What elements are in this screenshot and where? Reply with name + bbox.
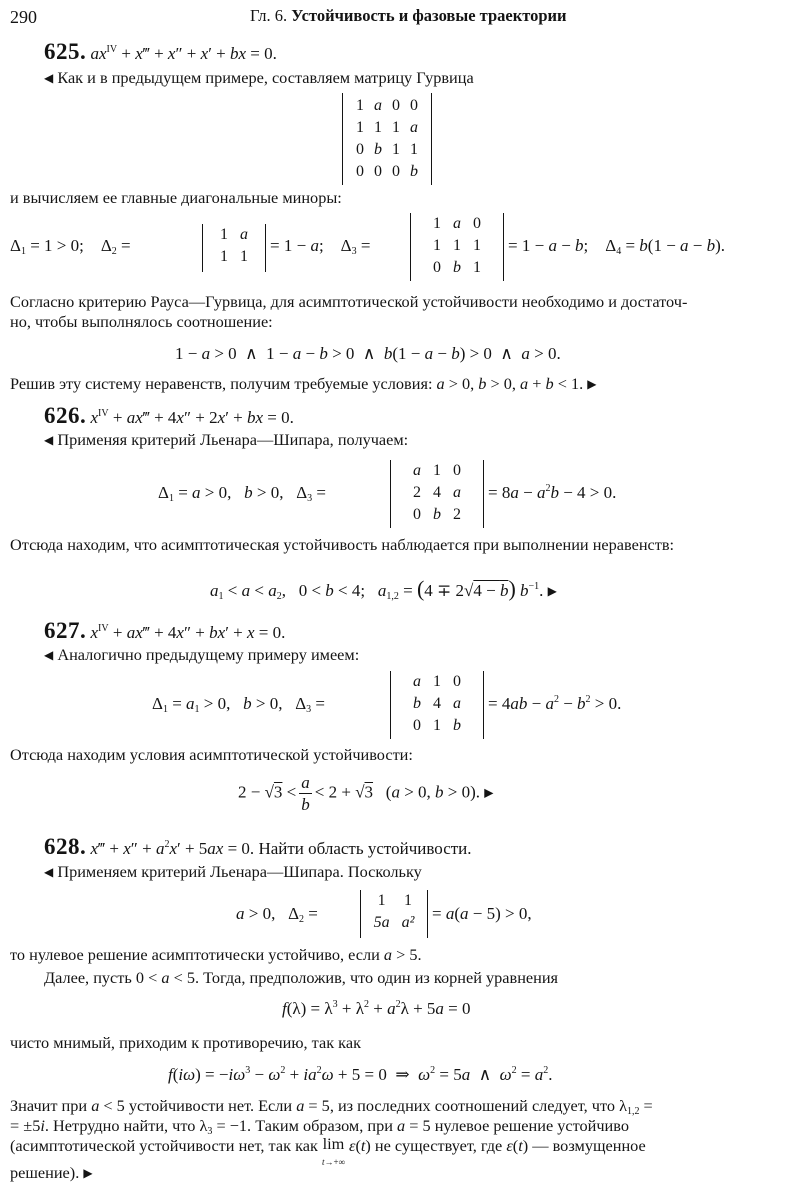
problem-628-minors: a > 0, $\Delta_2$ =	[236, 904, 318, 925]
determinant-delta3	[390, 460, 484, 528]
matrix-cell: 0	[356, 141, 364, 158]
problem-628-delta2-value: = a(a − 5) > 0,	[432, 904, 532, 923]
matrix-cell: 1	[240, 248, 248, 265]
inequality-system: 1 − a > 0 ∧ 1 − a − b > 0 ∧ b(1 − a − b) > 0 ∧ a > 0.	[175, 344, 561, 363]
determinant-delta2	[360, 890, 428, 938]
matrix-row	[351, 117, 423, 139]
matrix-cell: 0	[392, 97, 400, 114]
problem-628-statement: 628. x‴ + $x'' + a^2x' + 5ax = 0$. Найти область устойчивости.	[44, 834, 472, 859]
matrix-cell: 2	[413, 484, 421, 501]
matrix-row	[407, 671, 467, 693]
problem-628-line1: то нулевое решение асимптотически устойчиво, если a > 5.	[10, 945, 422, 964]
problem-627-intro: ◀ Аналогично предыдущему примеру имеем:	[44, 645, 360, 664]
matrix-cell: 1	[220, 248, 228, 265]
characteristic-equation: $f(\lambda) = \lambda^3 + \lambda^2 + a^2\lambda + 5a = 0$	[282, 999, 471, 1018]
matrix-cell: a	[453, 484, 461, 501]
chapter-label: Гл. 6.	[250, 6, 288, 25]
matrix-row	[427, 213, 487, 235]
matrix-cell: a	[413, 462, 421, 479]
matrix-cell: b	[453, 259, 461, 276]
criterion-line-1: Согласно критерию Рауса—Гурвица, для асимптотической устойчивости необходимо и достаточ-	[10, 292, 688, 311]
matrix-cell: 1	[410, 141, 418, 158]
matrix-cell: a	[374, 97, 382, 114]
matrix-cell: 0	[413, 506, 421, 523]
matrix-cell: a	[413, 673, 421, 690]
matrix-row	[427, 257, 487, 279]
matrix-cell: 1	[356, 119, 364, 136]
problem-626-delta3-value: = $8a - a^2b - 4 > 0$.	[488, 483, 617, 502]
problem-number: 628.	[44, 834, 87, 859]
matrix-cell: a	[453, 215, 461, 232]
triangle-right-icon: ▶	[587, 377, 597, 391]
problem-626-minors: $\Delta_1 = a > 0$, b > 0, $\Delta_3$ =	[158, 483, 326, 504]
problem-628-line2: Далее, пусть 0 < a < 5. Тогда, предположив, что один из корней уравнения	[44, 968, 559, 987]
matrix-cell: 1	[433, 215, 441, 232]
matrix-row	[368, 912, 421, 934]
matrix-row	[407, 715, 467, 737]
determinant-delta3	[390, 671, 484, 739]
minors-text: и вычисляем ее главные диагональные миноры:	[10, 188, 342, 207]
problem-627-statement: 627. $x^{IV}$ + ax‴ + 4x″ + bx′ + x = 0.	[44, 618, 286, 643]
matrix-row	[407, 693, 467, 715]
matrix-cell: a	[240, 226, 248, 243]
matrix-cell: b	[433, 506, 441, 523]
matrix-cell: 0	[473, 215, 481, 232]
problem-626-statement: 626. $x^{IV}$ + ax‴ + 4x″ + 2x′ + bx = 0.	[44, 403, 294, 428]
matrix-cell: 4	[433, 484, 441, 501]
problem-625-intro	[44, 68, 474, 88]
problem-625-statement: 625. $ax^{IV}$ + x‴ + x″ + x′ + bx = 0.	[44, 39, 277, 64]
matrix-row	[351, 95, 423, 117]
triangle-right-icon: ▶	[547, 584, 557, 598]
problem-625-conclusion: Решив эту систему неравенств, получим требуемые условия: a > 0, b > 0, a + b < 1. ▶	[10, 374, 597, 393]
problem-626-text: Отсюда находим, что асимптотическая устойчивость наблюдается при выполнении неравенств:	[10, 535, 675, 554]
matrix-cell: 0	[374, 163, 382, 180]
minor-delta2-value: = 1 − a; $\Delta_3$ =	[270, 236, 371, 257]
final-line-3: (асимптотической устойчивости нет, так как lim t→+∞ ε(t) не существует, где ε(t) — возмущенное	[10, 1134, 646, 1168]
matrix-cell: a²	[401, 914, 415, 931]
matrix-row	[407, 504, 467, 526]
matrix-cell: 0	[433, 259, 441, 276]
running-header	[250, 6, 567, 27]
matrix-row	[427, 235, 487, 257]
matrix-cell: 1	[473, 237, 481, 254]
determinant-delta2	[202, 224, 266, 272]
triangle-right-icon: ▶	[484, 785, 494, 800]
triangle-left-icon: ◀	[44, 71, 54, 85]
problem-627-minors: $\Delta_1 = a_1 > 0$, b > 0, $\Delta_3$ =	[152, 694, 325, 715]
minor-delta1: $\Delta_1 = 1 > 0$; $\Delta_2$ =	[10, 236, 131, 257]
problem-628-intro: ◀ Применяем критерий Льенара—Шипара. Поскольку	[44, 862, 422, 881]
matrix-row	[214, 246, 254, 268]
matrix-cell: a	[410, 119, 418, 136]
matrix-cell: 1	[433, 717, 441, 734]
triangle-left-icon: ◀	[44, 433, 54, 447]
hurwitz-matrix	[342, 93, 432, 185]
problem-626-intro: ◀ Применяя критерий Льенара—Шипара, получаем:	[44, 430, 409, 449]
matrix-cell: a	[453, 695, 461, 712]
matrix-cell: 1	[356, 97, 364, 114]
matrix-cell: 2	[453, 506, 461, 523]
final-line-1: Значит при a < 5 устойчивости нет. Если a = 5, из последних соотношений следует, что $\lambda_{1,2}$ =	[10, 1096, 653, 1117]
matrix-cell: 0	[410, 97, 418, 114]
matrix-cell: 1	[433, 673, 441, 690]
matrix-cell: 0	[356, 163, 364, 180]
matrix-cell: 1	[433, 462, 441, 479]
matrix-row	[351, 161, 423, 183]
matrix-cell: 0	[392, 163, 400, 180]
triangle-right-icon: ▶	[83, 1166, 93, 1180]
problem-627-text: Отсюда находим условия асимптотической устойчивости:	[10, 745, 413, 764]
matrix-row	[214, 224, 254, 246]
matrix-row	[407, 482, 467, 504]
matrix-cell: 1	[392, 119, 400, 136]
limit-expression: lim t→+∞	[321, 1134, 345, 1168]
matrix-cell: 1	[473, 259, 481, 276]
triangle-left-icon: ◀	[44, 648, 54, 662]
matrix-cell: b	[453, 717, 461, 734]
matrix-cell: 5a	[373, 914, 390, 931]
problem-627-result: 2 − √3 < $\frac{a}{b}$ < 2 + √3 (a > 0, b > 0). ▶	[238, 773, 494, 815]
minor-delta3-value: = 1 − a − b; $\Delta_4 = b(1 - a - b)$.	[508, 236, 726, 257]
problem-626-result: $a_1 < a < a_2$, 0 < b < 4; $a_{1,2} = (4 \mp 2√4 - b)$ $b^{-1}$. ▶	[210, 576, 557, 602]
problem-number: 627.	[44, 618, 87, 643]
matrix-cell: b	[410, 163, 418, 180]
matrix-cell: 1	[453, 237, 461, 254]
matrix-cell: b	[374, 141, 382, 158]
matrix-cell: 1	[392, 141, 400, 158]
final-line-4: решение). ▶	[10, 1163, 93, 1182]
matrix-cell: 0	[453, 673, 461, 690]
final-line-2: = ±5i. Нетрудно найти, что $\lambda_3 = -1$. Таким образом, при a = 5 нулевое решение устойчиво	[10, 1116, 629, 1137]
problem-number: 626.	[44, 403, 87, 428]
matrix-cell: 1	[403, 892, 412, 909]
chapter-title: Устойчивость и фазовые траектории	[291, 6, 567, 25]
problem-628-line3: чисто мнимый, приходим к противоречию, так как	[10, 1033, 361, 1052]
matrix-cell: 4	[433, 695, 441, 712]
matrix-row	[368, 890, 421, 912]
matrix-cell: b	[413, 695, 421, 712]
matrix-cell: 1	[374, 119, 382, 136]
matrix-row	[351, 139, 423, 161]
triangle-left-icon: ◀	[44, 865, 54, 879]
matrix-cell: 0	[413, 717, 421, 734]
matrix-cell: 1	[433, 237, 441, 254]
determinant-delta3	[410, 213, 504, 281]
matrix-cell: 1	[220, 226, 228, 243]
criterion-line-2: но, чтобы выполнялось соотношение:	[10, 312, 273, 331]
matrix-cell: 0	[453, 462, 461, 479]
matrix-cell: 1	[377, 892, 386, 909]
contradiction-equation: $f(i\omega) = -i\omega^3 - \omega^2 + ia^2\omega + 5 = 0$ ⇒ $\omega^2 = 5a$ ∧ $\omega^2 = a^2$.	[168, 1065, 553, 1084]
problem-627-delta3-value: = $4ab - a^2 - b^2 > 0$.	[488, 694, 622, 713]
page-number: 290	[10, 7, 37, 27]
intro-text: Как и в предыдущем примере, составляем матрицу Гурвица	[57, 68, 474, 87]
problem-number: 625.	[44, 39, 87, 64]
matrix-row	[407, 460, 467, 482]
